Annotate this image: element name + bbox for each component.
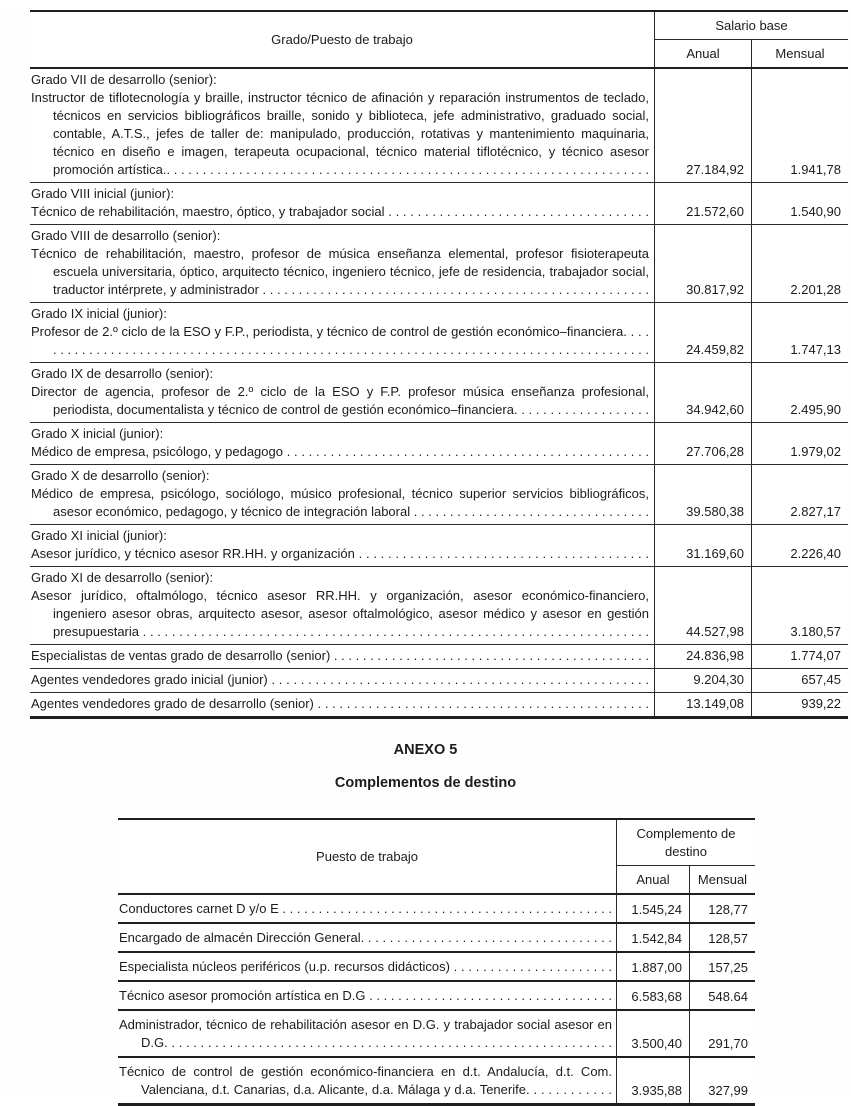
grade-description: Agentes vendedores grado inicial (junior) . . . [31, 671, 649, 689]
anual-value: 24.459,82 [655, 303, 752, 362]
anual-value: 1.887,00 [617, 953, 690, 980]
anexo-title: ANEXO 5 [393, 742, 458, 758]
mensual-value: 1.540,90 [790, 204, 841, 219]
anual-value: 44.527,98 [655, 567, 752, 644]
table-row [30, 645, 848, 669]
grade-title: Grado VIII de desarrollo (senior): [31, 228, 221, 243]
mensual-value: 1.979,02 [790, 444, 841, 459]
grade-description: Médico de empresa, psicólogo, y pedagogo . . . [31, 443, 649, 461]
mensual-value: 291,70 [708, 1036, 748, 1051]
puesto-description: Conductores carnet D y/o E . . . [119, 900, 612, 918]
table-row [30, 465, 848, 525]
grade-title: Grado IX de desarrollo (senior): [31, 366, 214, 381]
document-page [0, 10, 851, 1098]
column-header-mensual: Mensual [697, 872, 748, 887]
mensual-value: 327,99 [708, 1083, 748, 1098]
mensual-value: 1.747,13 [790, 342, 841, 357]
anual-value: 24.836,98 [655, 645, 752, 668]
complemento-header-group [617, 820, 755, 893]
mensual-value: 157,25 [708, 960, 748, 975]
anual-value: 30.817,92 [655, 225, 752, 302]
complemento-table-header [118, 820, 755, 895]
mensual-value: 1.774,07 [790, 648, 841, 663]
table-row [30, 567, 848, 645]
grade-description: Técnico de rehabilitación, maestro, óptico, y trabajador social . . . [31, 203, 649, 221]
grade-description: Asesor jurídico, oftalmólogo, técnico asesor RR.HH. y organización, asesor económico-financiero, ingeniero asesor obras, arquitecto asesor, asesor oftalmológico, asesor médico y asesor en gestión presupuestaria . . . [31, 587, 649, 641]
grade-title: Grado VIII inicial (junior): [31, 186, 175, 201]
table-row [30, 69, 848, 183]
grade-description: Profesor de 2.º ciclo de la ESO y F.P., periodista, y técnico de control de gestión económico–financiera. . . . [31, 323, 649, 359]
complemento-destino-table [118, 818, 755, 1106]
table-row [30, 669, 848, 693]
anual-value: 39.580,38 [655, 465, 752, 524]
grade-title: Grado XI inicial (junior): [31, 528, 167, 543]
table-row [118, 1011, 755, 1058]
table-row [30, 363, 848, 423]
mensual-value: 128,77 [708, 902, 748, 917]
anual-value: 31.169,60 [655, 525, 752, 566]
puesto-description: Técnico asesor promoción artística en D.G . . . [119, 987, 612, 1005]
anual-value: 13.149,08 [655, 693, 752, 716]
mensual-value: 939,22 [801, 696, 841, 711]
grade-description: Asesor jurídico, y técnico asesor RR.HH. y organización . . . [31, 545, 649, 563]
group-header-salario-base: Salario base [655, 12, 848, 40]
grade-description: Técnico de rehabilitación, maestro, profesor de música enseñanza elemental, profesor fisioterapeuta escuela universitaria, óptico, arquitecto técnico, ingeniero técnico, jefe de residencia, trabajador social, traductor intérprete, y administrador . . . [31, 245, 649, 299]
puesto-description: Administrador, técnico de rehabilitación asesor en D.G. y trabajador social asesor en D.G. . . . [119, 1016, 612, 1052]
mensual-value: 2.201,28 [790, 282, 841, 297]
anual-value: 1.542,84 [617, 924, 690, 951]
table-row [30, 183, 848, 225]
column-header-grado-puesto: Grado/Puesto de trabajo [30, 12, 655, 67]
anual-value: 9.204,30 [655, 669, 752, 692]
table-row [30, 693, 848, 716]
puesto-description: Técnico de control de gestión económico-financiera en d.t. Andalucía, d.t. Com. Valenciana, d.t. Canarias, d.a. Alicante, d.a. Málaga y d.a. Tenerife. . . . . [119, 1063, 612, 1099]
anual-value: 27.184,92 [655, 69, 752, 182]
salario-base-table [30, 10, 848, 719]
table-row [30, 525, 848, 567]
mensual-value: 657,45 [801, 672, 841, 687]
anexo-subtitle: Complementos de destino [334, 775, 517, 791]
mensual-value: 128,57 [708, 931, 748, 946]
salario-base-header-group [655, 12, 848, 67]
grade-description: Instructor de tiflotecnología y braille, instructor técnico de afinación y reparación instrumentos de teclado, técnicos en servicios bibliográficos braille, sonido y biblioteca, jefe administrativo, graduado social, contable, A.T.S., jefes de taller de: manipulado, producción, rotativas y mantenimiento maquinaria, técnico en diseño e imagen, terapeuta ocupacional, técnico material tiflotécnico, y técnico asesor promoción artística.. . . . [31, 89, 649, 179]
column-header-puesto: Puesto de trabajo [118, 820, 617, 893]
mensual-value: 2.495,90 [790, 402, 841, 417]
group-header-complemento: Complemento de destino [617, 820, 755, 866]
table-row [30, 303, 848, 363]
salario-base-table-header [30, 12, 848, 69]
anual-value: 3.500,40 [617, 1011, 690, 1056]
puesto-description: Especialista núcleos periféricos (u.p. recursos didácticos) . . . [119, 958, 612, 976]
anual-value: 21.572,60 [655, 183, 752, 224]
anual-value: 3.935,88 [617, 1058, 690, 1103]
anual-value: 6.583,68 [617, 982, 690, 1009]
grade-description: Agentes vendedores grado de desarrollo (senior) . . . [31, 695, 649, 713]
anual-value: 1.545,24 [617, 895, 690, 922]
grade-description: Director de agencia, profesor de 2.º ciclo de la ESO y F.P. profesor música enseñanza profesional, periodista, documentalista y técnico de control de gestión económico–financiera. . . . [31, 383, 649, 419]
mensual-value: 1.941,78 [790, 162, 841, 177]
grade-title: Grado XI de desarrollo (senior): [31, 570, 214, 585]
grade-description: Médico de empresa, psicólogo, sociólogo, músico profesional, técnico superior servicios bibliográficos, asesor económico, pedagogo, y técnico de integración laboral . . . [31, 485, 649, 521]
mensual-value: 548.64 [708, 989, 748, 1004]
grade-title: Grado X de desarrollo (senior): [31, 468, 210, 483]
mensual-value: 3.180,57 [790, 624, 841, 639]
column-header-mensual: Mensual [775, 46, 825, 61]
anual-value: 27.706,28 [655, 423, 752, 464]
puesto-description: Encargado de almacén Dirección General. . . . [119, 929, 612, 947]
table-row [118, 953, 755, 982]
mensual-value: 2.827,17 [790, 504, 841, 519]
column-header-anual: Anual [617, 866, 690, 893]
grade-title: Grado X inicial (junior): [31, 426, 164, 441]
table-row [118, 982, 755, 1011]
mensual-value: 2.226,40 [790, 546, 841, 561]
anual-value: 34.942,60 [655, 363, 752, 422]
grade-description: Especialistas de ventas grado de desarrollo (senior) . . . [31, 647, 649, 665]
grade-title: Grado VII de desarrollo (senior): [31, 72, 217, 87]
table-row [118, 924, 755, 953]
table-row [30, 225, 848, 303]
table-row [118, 1058, 755, 1103]
grade-title: Grado IX inicial (junior): [31, 306, 167, 321]
table-row [118, 895, 755, 924]
column-header-anual: Anual [655, 40, 752, 67]
table-row [30, 423, 848, 465]
